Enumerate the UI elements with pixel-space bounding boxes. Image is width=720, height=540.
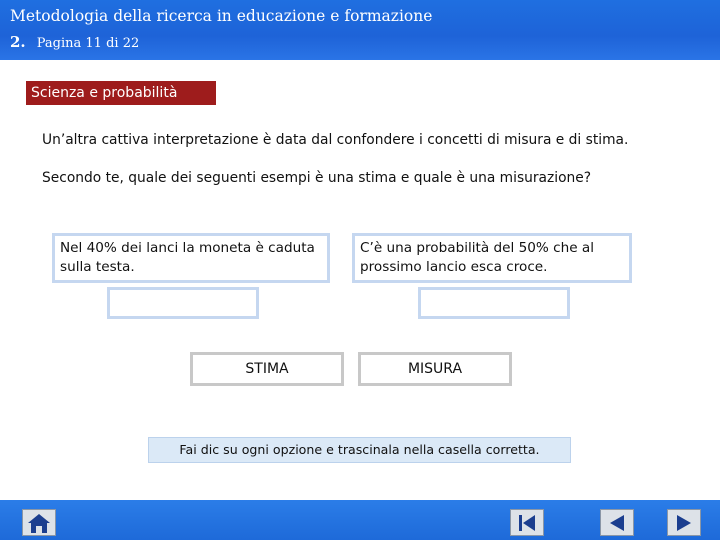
course-title: Metodologia della ricerca in educazione e formazione <box>10 7 433 25</box>
drop-target-2[interactable] <box>418 287 570 319</box>
misura-label[interactable]: MISURA <box>358 352 512 386</box>
next-page-icon <box>672 513 696 533</box>
term-misura: misura <box>504 132 552 148</box>
section-number: 2. <box>10 33 26 51</box>
term-stima: stima <box>585 132 624 148</box>
intro-middle: e di <box>551 132 586 148</box>
header-bar <box>0 0 720 60</box>
intro-before: Un’altra cattiva interpretazione è data dal confondere i concetti di <box>42 132 505 148</box>
instruction-hint: Fai dic su ogni opzione e trascinala nella casella corretta. <box>148 437 571 463</box>
previous-page-button[interactable] <box>600 509 634 536</box>
intro-text <box>42 132 628 148</box>
option-card-2[interactable]: C’è una probabilità del 50% che al prossimo lancio esca croce. <box>352 233 632 283</box>
drop-target-1[interactable] <box>107 287 259 319</box>
previous-page-icon <box>605 513 629 533</box>
question-text: Secondo te, quale dei seguenti esempi è una stima e quale è una misurazione? <box>42 170 592 186</box>
stima-label[interactable]: STIMA <box>190 352 344 386</box>
next-page-button[interactable] <box>667 509 701 536</box>
first-page-icon <box>515 513 539 533</box>
section-label: Scienza e probabilità <box>26 81 216 105</box>
page-indicator: Pagina 11 di 22 <box>36 36 140 51</box>
intro-after: . <box>623 132 629 148</box>
option-card-1[interactable]: Nel 40% dei lanci la moneta è caduta sulla testa. <box>52 233 330 283</box>
first-page-button[interactable] <box>510 509 544 536</box>
header-subtitle <box>10 32 139 51</box>
home-button[interactable] <box>22 509 56 536</box>
home-icon <box>25 512 53 534</box>
